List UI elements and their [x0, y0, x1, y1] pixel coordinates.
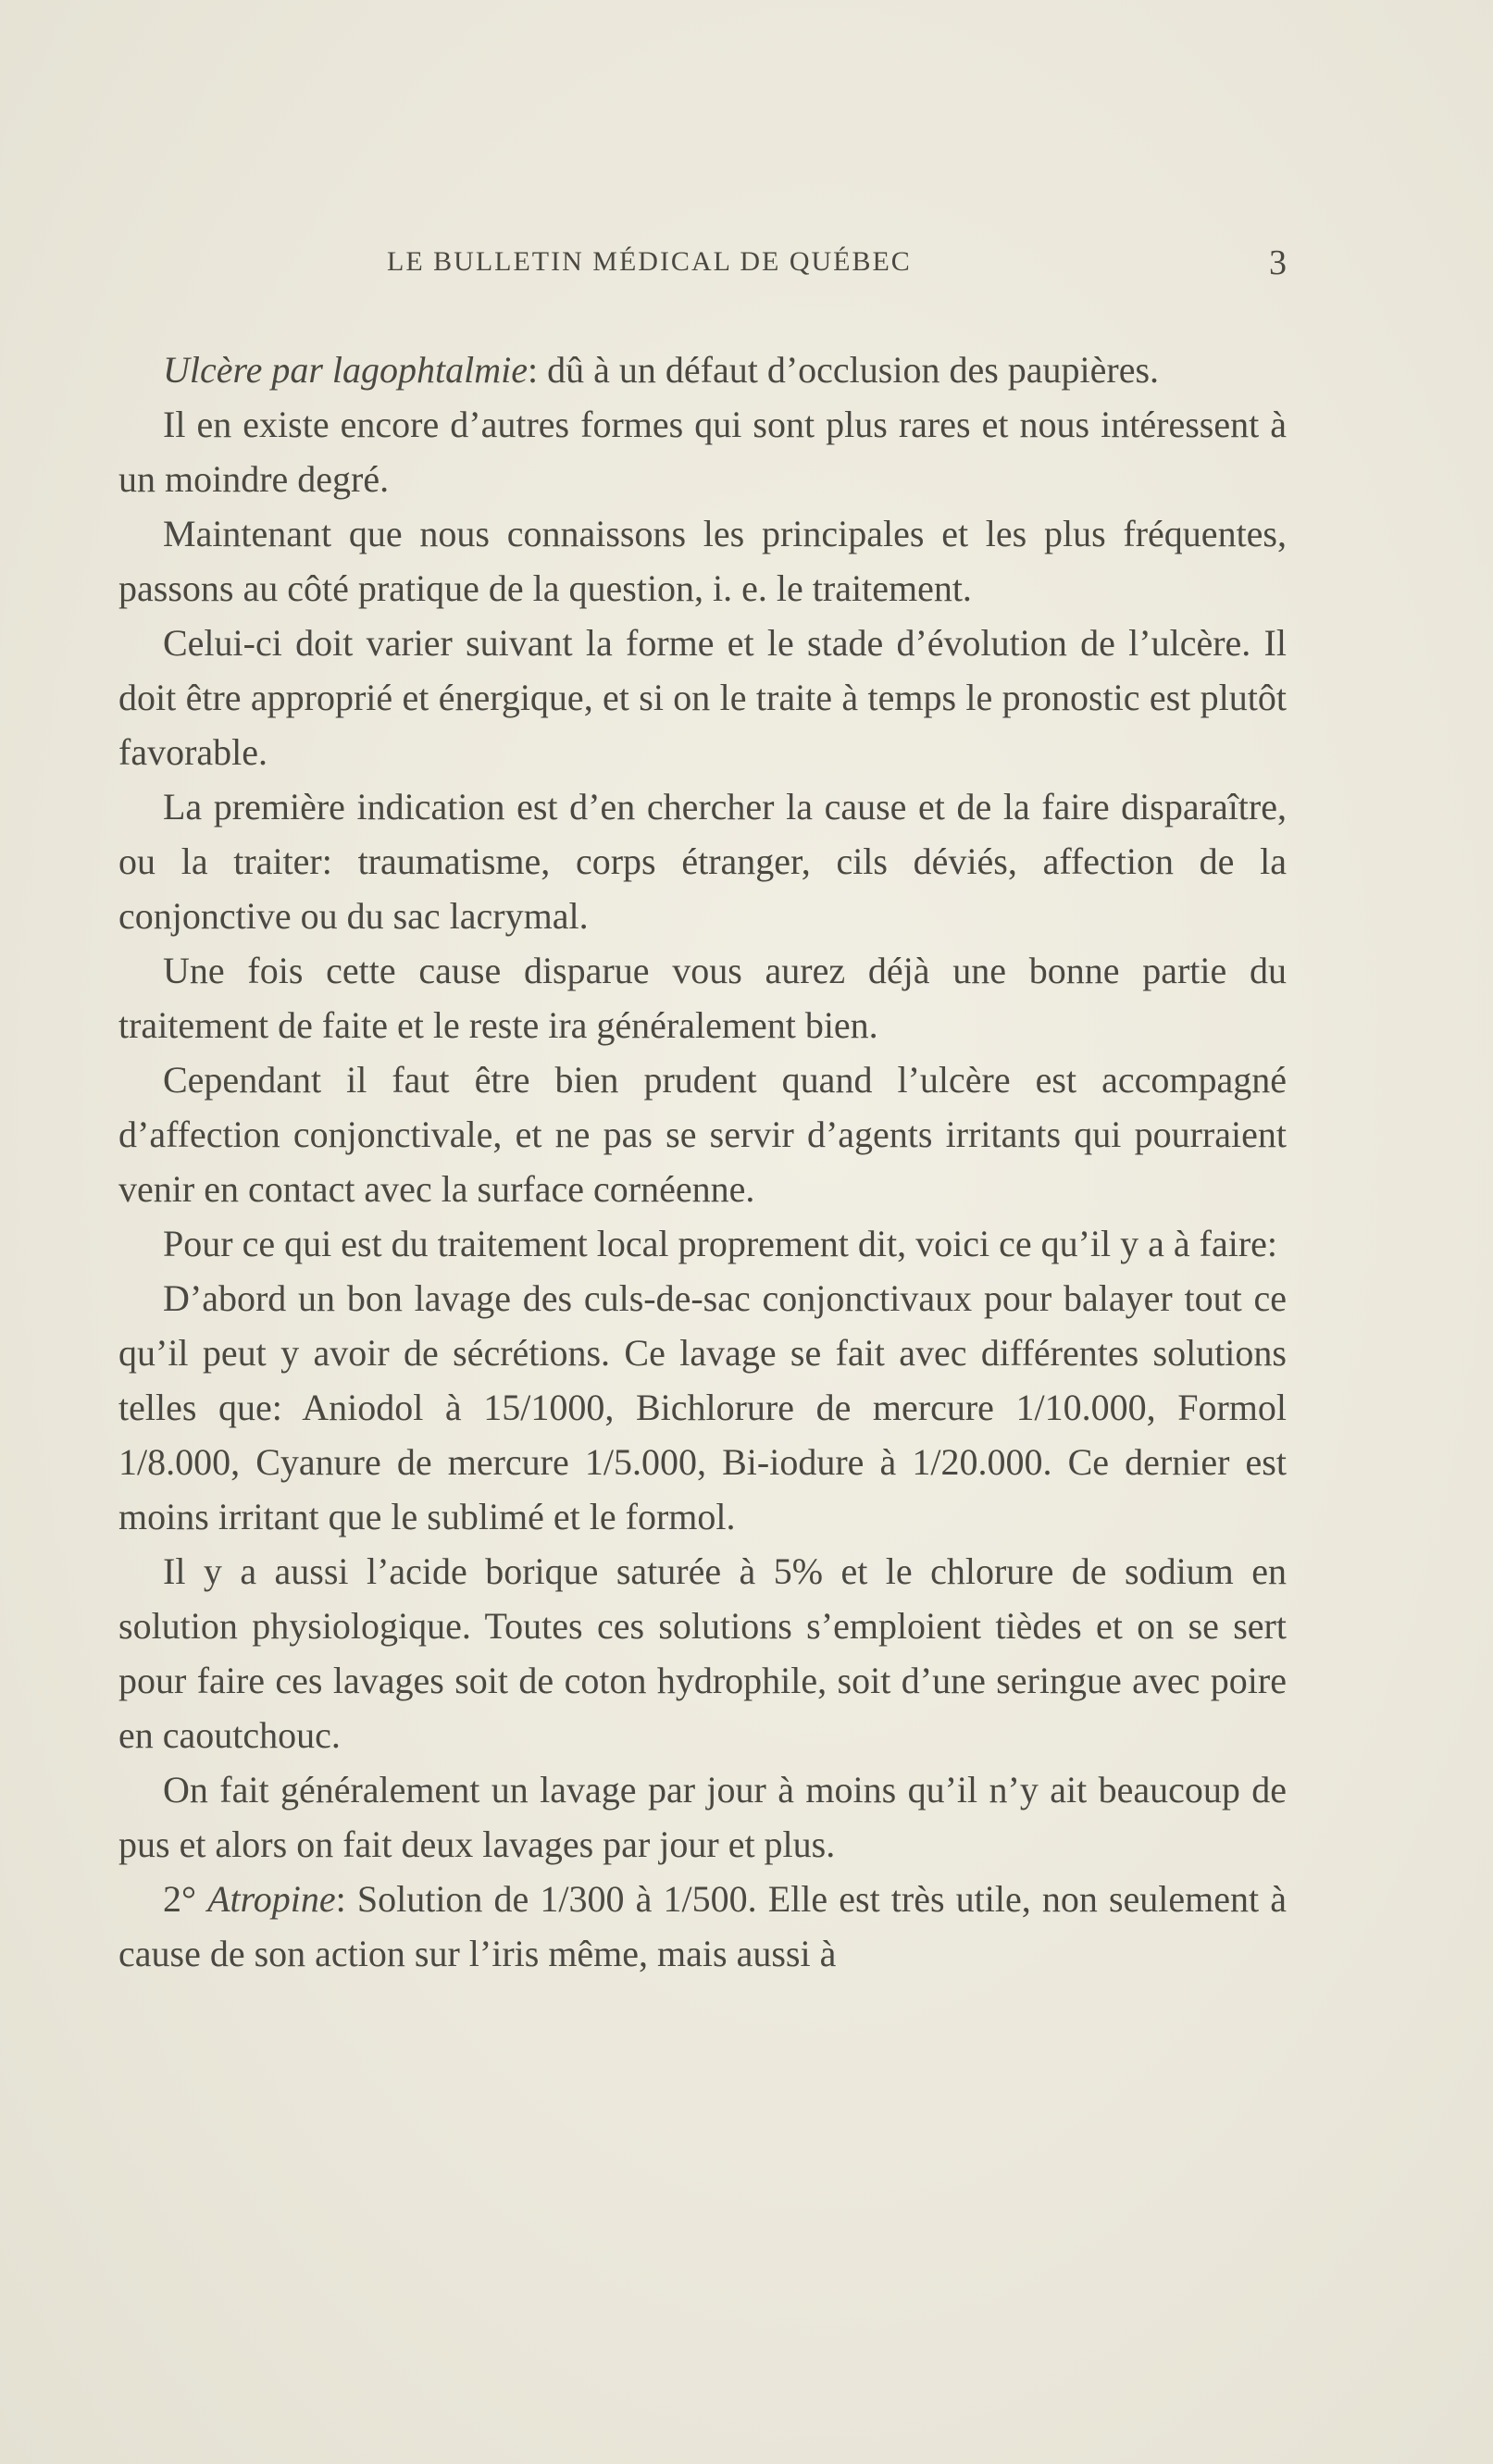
italic-term: Atropine	[207, 1878, 336, 1920]
item-number: 2°	[163, 1878, 196, 1920]
running-head: LE BULLETIN MÉDICAL DE QUÉBEC	[387, 246, 912, 277]
paragraph: Pour ce qui est du traitement local proprement dit, voici ce qu’il y a à faire:	[163, 1223, 1278, 1264]
paragraph	[118, 342, 1287, 397]
page-number: 3	[1269, 243, 1287, 282]
paragraph-text: : dû à un défaut d’occlusion des paupières.	[528, 349, 1160, 391]
paragraph	[118, 1872, 1287, 1981]
paragraph: Maintenant que nous connaissons les principales et les plus fréquentes, passons au côté pratique de la question, i. e. le traitement.	[118, 513, 1287, 609]
paragraph: Il en existe encore d’autres formes qui sont plus rares et nous intéressent à un moindre degré.	[118, 404, 1287, 500]
italic-term: Ulcère par lagophtalmie	[163, 349, 529, 391]
body-text	[118, 342, 1287, 1981]
paragraph: Une fois cette cause disparue vous aurez déjà une bonne partie du traitement de faite et le reste ira généralement bien.	[118, 950, 1287, 1046]
paragraph: Celui-ci doit varier suivant la forme et le stade d’évolution de l’ulcère. Il doit être approprié et énergique, et si on le traite à temps le pronostic est plutôt favorable.	[118, 622, 1287, 773]
paragraph: La première indication est d’en chercher la cause et de la faire disparaître, ou la traiter: traumatisme, corps étranger, cils déviés, affection de la conjonctive ou du sac lacrymal.	[118, 786, 1287, 937]
page-header	[118, 243, 1287, 289]
paragraph-text: : Solution de 1/300 à 1/500. Elle est très utile, non seulement à cause de son action sur l’iris même, mais aussi à	[118, 1878, 1288, 1974]
paragraph: Il y a aussi l’acide borique saturée à 5% et le chlorure de sodium en solution physiologique. Toutes ces solutions s’emploient tièdes et on se sert pour faire ces lavages soit de coton hydrophile, soit d’une seringue avec poire en caoutchouc.	[118, 1550, 1287, 1756]
paragraph: D’abord un bon lavage des culs-de-sac conjonctivaux pour balayer tout ce qu’il peut y avoir de sécrétions. Ce lavage se fait avec différentes solutions telles que: Aniodol à 15/1000, Bichlorure de mercure 1/10.000, Formol 1/8.000, Cyanure de mercure 1/5.000, Bi-iodure à 1/20.000. Ce dernier est moins irritant que le sublimé et le formol.	[118, 1277, 1287, 1537]
paragraph: On fait généralement un lavage par jour à moins qu’il n’y ait beaucoup de pus et alors on fait deux lavages par jour et plus.	[118, 1769, 1287, 1865]
paragraph: Cependant il faut être bien prudent quand l’ulcère est accompagné d’affection conjonctivale, et ne pas se servir d’agents irritants qui pourraient venir en contact avec la surface cornéenne.	[118, 1059, 1287, 1210]
